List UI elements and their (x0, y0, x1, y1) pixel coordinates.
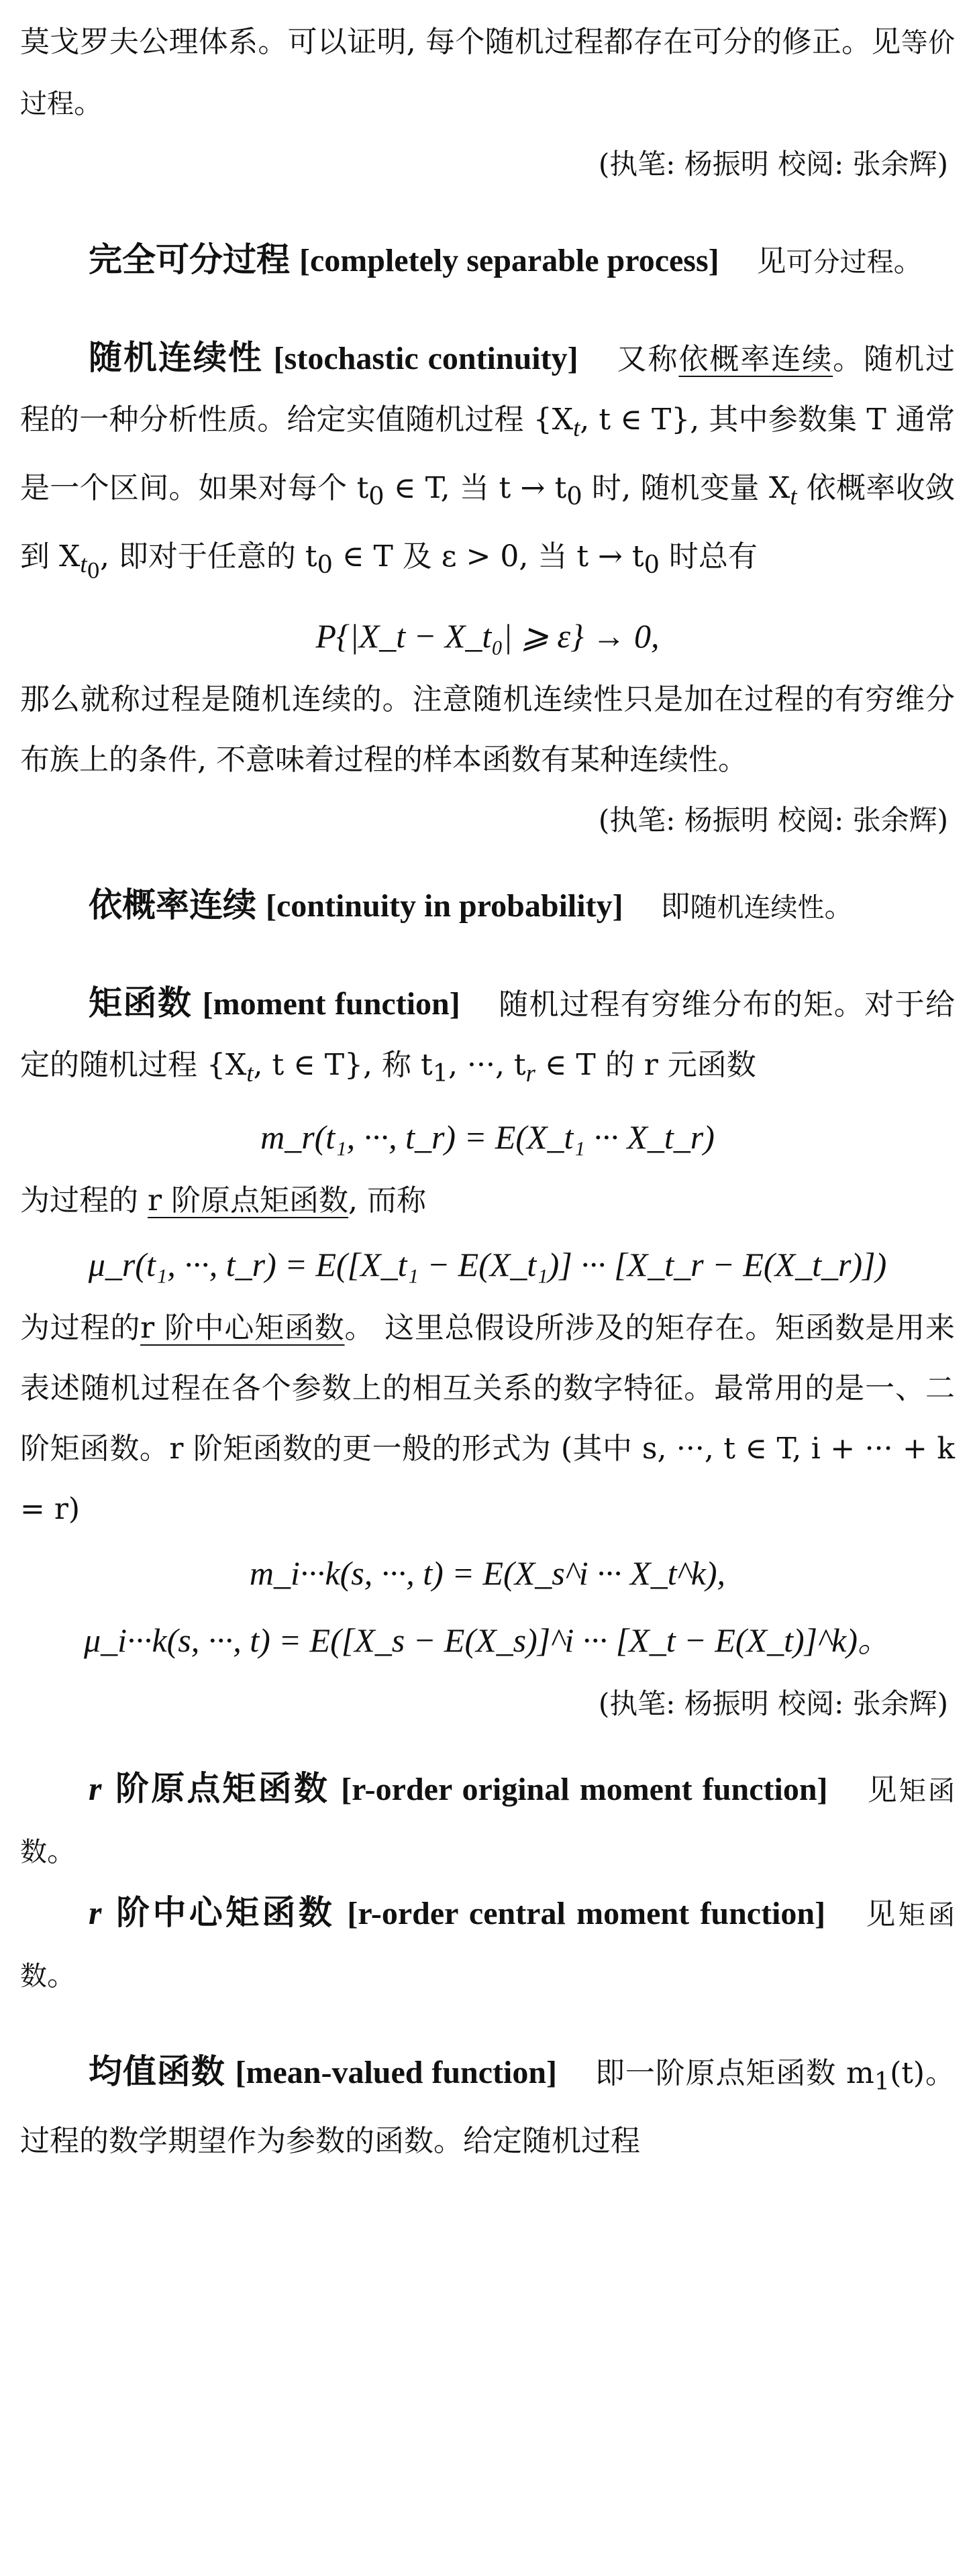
entry-continuity-in-probability: 依概率连续 [continuity in probability] 即随机连续性。 (89, 885, 854, 924)
paragraph-continuity-note: 那么就称过程是随机连续的。注意随机连续性只是加在过程的有穷维分布族上的条件, 不意味着过程的样本函数有某种连续性。 (20, 682, 955, 777)
entry-r-order-original-moment: r 阶原点矩函数 [r-order original moment function] 见矩函数。 (20, 1768, 956, 1868)
entry-stochastic-continuity: 随机连续性 [stochastic continuity] 又称依概率连续。随机过程的一种分析性质。给定实值随机过程 {$X_t$, t ∈ T}, 其中参数集 T 通常是一个区间。如果对每个 $t_0$ ∈ T, 当 $t \to t_0$ 时, 随机变量 $X_t$ 依概率收敛到 $X_{t_0}$, 即对于任意的 $t_0$ ∈ T 及 ε > 0, 当 $t \to t_0$ 时总有 (20, 338, 956, 584)
entry-english: [r-order original moment function] (341, 1771, 828, 1807)
entry-completely-separable: 完全可分过程 [completely separable process] 见可分过程。 (89, 240, 923, 279)
entry-english: [stochastic continuity] (273, 341, 578, 376)
entry-term: 完全可分过程 (89, 240, 290, 279)
entry-english: [r-order central moment function] (347, 1895, 826, 1931)
entry-moment-function: 矩函数 [moment function] 随机过程有穷维分布的矩。对于给定的随机过程 {$X_t$, t ∈ T}, 称 $t_1$, ···, $t_r$ ∈ T 的 r 元函数 (20, 983, 955, 1087)
entry-english: [completely separable process] (299, 243, 719, 278)
entry-term: 阶原点矩函数 (101, 1768, 329, 1808)
formula-general-original-moment: m_i···k(s, ···, t) = E(X_s^i ··· X_t^k), (249, 1554, 726, 1592)
cross-ref-link[interactable]: 随机连续性 (690, 892, 825, 923)
entry-english: [moment function] (202, 985, 460, 1022)
entry-term: 矩函数 (89, 983, 193, 1022)
cross-ref-link[interactable]: 矩函数 (20, 1775, 956, 1868)
entry-english: [mean-valued function] (235, 2054, 558, 2090)
entry-english: [continuity in probability] (266, 888, 623, 924)
cross-ref-link[interactable]: 等价过程 (20, 28, 955, 119)
entry-r-order-central-moment: r 阶中心矩函数 [r-order central moment function] 见矩函数。 (20, 1892, 956, 1992)
cross-ref-link[interactable]: 矩函数 (20, 1899, 956, 1992)
defined-term: r 阶中心矩函数 (140, 1310, 345, 1345)
author-credit: (执笔: 杨振明 校阅: 张余辉) (598, 148, 948, 180)
author-credit: (执笔: 杨振明 校阅: 张余辉) (598, 803, 948, 837)
entry-term: 依概率连续 (89, 885, 256, 924)
entry-term: 均值函数 (89, 2051, 225, 2091)
alias-term: 依概率连续 (678, 342, 833, 376)
entry-term: 阶中心矩函数 (101, 1892, 336, 1932)
formula-probability-limit: P{|X_t − X_t₀| ⩾ ε} → 0, (315, 616, 660, 655)
paragraph-original-moment: 为过程的 r 阶原点矩函数, 而称 (20, 1183, 427, 1218)
entry-term: 随机连续性 (89, 338, 263, 377)
formula-general-central-moment: μ_i···k(s, ···, t) = E([X_s − E(X_s)]^i ··· [X_t − E(X_t)]^k)。 (83, 1621, 892, 1659)
formula-central-moment: μ_r(t₁, ···, t_r) = E([X_t₁ − E(X_t₁)] ··· [X_t_r − E(X_t_r)]) (88, 1245, 887, 1283)
formula-original-moment: m_r(t₁, ···, t_r) = E(X_t₁ ··· X_t_r) (260, 1118, 715, 1156)
cross-ref-link[interactable]: 可分过程 (786, 247, 894, 278)
author-credit: (执笔: 杨振明 校阅: 张余辉) (598, 1686, 948, 1720)
intro-paragraph: 莫戈罗夫公理体系。可以证明, 每个随机过程都存在可分的修正。见等价过程。 (20, 25, 955, 120)
defined-term: r 阶原点矩函数 (148, 1183, 349, 1218)
paragraph-central-moment: 为过程的r 阶中心矩函数。 这里总假设所涉及的矩存在。矩函数是用来表述随机过程在各个参数上的相互关系的数字特征。最常用的是一、二阶矩函数。r 阶矩函数的更一般的形式为 (其中 s, ···, t ∈ T, i + ··· + k = r) (20, 1310, 955, 1526)
entry-mean-valued-function: 均值函数 [mean-valued function] 即一阶原点矩函数 $m_1(t)$。过程的数学期望作为参数的函数。给定随机过程 (20, 2051, 955, 2159)
